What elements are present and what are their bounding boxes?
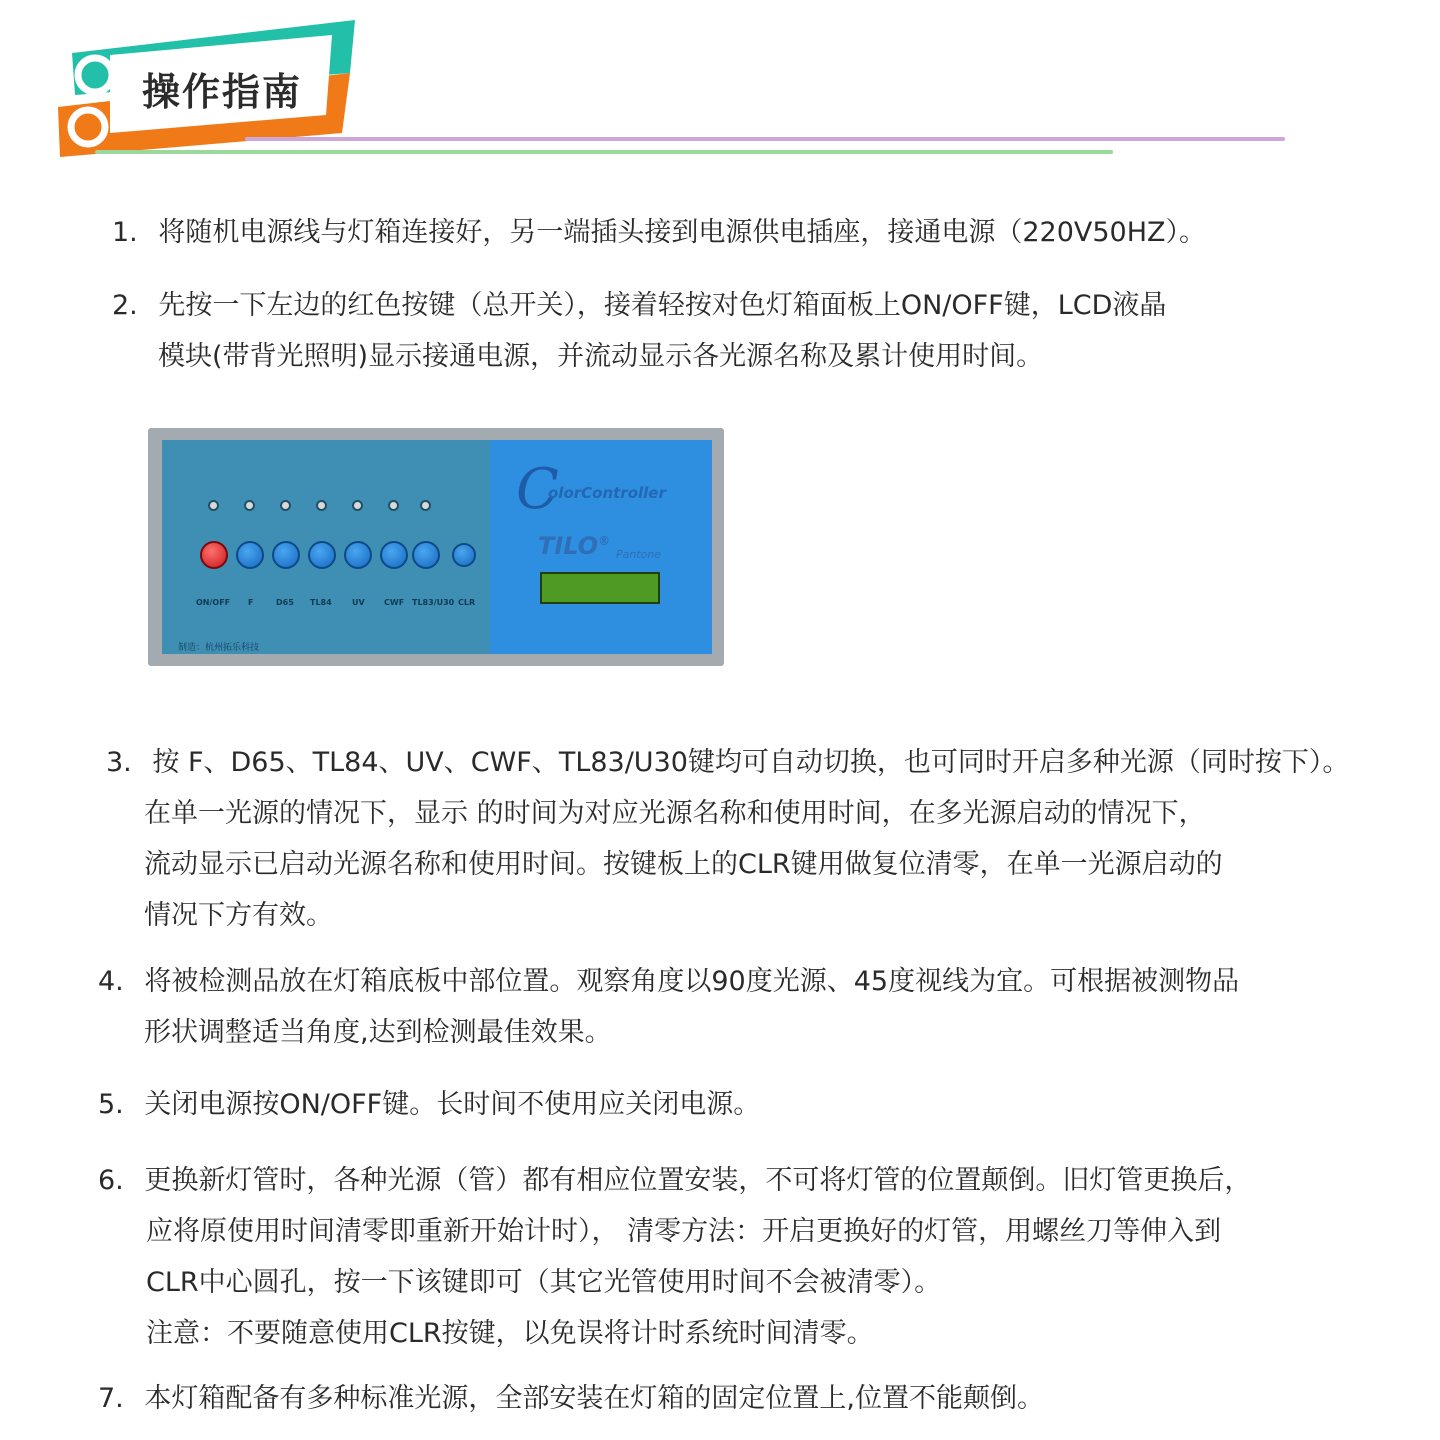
indicator-led bbox=[352, 500, 363, 511]
model-mark: ® bbox=[598, 534, 611, 548]
step-number: 5. bbox=[98, 1089, 124, 1120]
header-rule-green bbox=[95, 150, 1113, 154]
step-number: 1. bbox=[112, 217, 138, 248]
lcd-display bbox=[540, 572, 660, 604]
step-text: 更换新灯管时，各种光源（管）都有相应位置安装，不可将灯管的位置颠倒。旧灯管更换后， bbox=[144, 1165, 1252, 1196]
step-3-line-1 bbox=[106, 746, 1349, 780]
step-3-line-3: 流动显示已启动光源名称和使用时间。按键板上的CLR键用做复位清零，在单一光源启动的 bbox=[144, 849, 1223, 880]
step-6-line-1 bbox=[98, 1164, 1251, 1198]
step-2-line-1 bbox=[112, 289, 1166, 323]
button-label: D65 bbox=[276, 598, 294, 607]
light-button-f bbox=[236, 541, 264, 569]
button-label: ON/OFF bbox=[196, 598, 231, 607]
indicator-led bbox=[420, 500, 431, 511]
step-text: 本灯箱配备有多种标准光源，全部安装在灯箱的固定位置上,位置不能颠倒。 bbox=[144, 1383, 1044, 1414]
indicator-led bbox=[316, 500, 327, 511]
step-text: 按 F、D65、TL84、UV、CWF、TL83/U30键均可自动切换，也可同时开启多种光源（同时按下）。 bbox=[152, 747, 1350, 778]
header-rule-purple bbox=[245, 137, 1285, 141]
step-7-line-1 bbox=[98, 1382, 1044, 1416]
brand-logo-initial: C bbox=[516, 457, 559, 522]
button-label: UV bbox=[352, 598, 365, 607]
section-header-badge bbox=[50, 15, 370, 165]
model-name bbox=[538, 532, 610, 560]
light-button-cwf bbox=[380, 541, 408, 569]
step-text: 关闭电源按ON/OFF键。长时间不使用应关闭电源。 bbox=[144, 1089, 761, 1120]
step-1-line-1 bbox=[112, 216, 1206, 250]
step-3-line-2: 在单一光源的情况下，显示 的时间为对应光源名称和使用时间，在多光源启动的情况下， bbox=[144, 798, 1206, 829]
button-label: TL84 bbox=[310, 598, 332, 607]
maker-label: 制造：杭州拓乐科技 bbox=[178, 643, 260, 653]
step-4-line-2: 形状调整适当角度,达到检测最佳效果。 bbox=[144, 1017, 612, 1048]
button-label: CWF bbox=[384, 598, 405, 607]
step-text: 先按一下左边的红色按键（总开关），接着轻按对色灯箱面板上ON/OFF键，LCD液晶 bbox=[158, 290, 1167, 321]
panel-display-area bbox=[490, 440, 712, 654]
indicator-led bbox=[280, 500, 291, 511]
power-button bbox=[200, 541, 228, 569]
step-text: 将随机电源线与灯箱连接好，另一端插头接到电源供电插座，接通电源（220V50HZ）。 bbox=[158, 217, 1207, 248]
step-3-line-4: 情况下方有效。 bbox=[144, 900, 333, 931]
button-label: TL83/U30 bbox=[412, 598, 455, 607]
indicator-led bbox=[244, 500, 255, 511]
control-panel-image bbox=[148, 428, 724, 666]
model-subtitle: Pantone bbox=[616, 548, 662, 561]
light-button-tl84 bbox=[308, 541, 336, 569]
clr-button bbox=[452, 543, 476, 567]
step-number: 3. bbox=[106, 747, 132, 778]
step-5-line-1 bbox=[98, 1088, 760, 1122]
step-text: 将被检测品放在灯箱底板中部位置。观察角度以90度光源、45度视线为宜。可根据被测物品 bbox=[144, 966, 1240, 997]
light-button-uv bbox=[344, 541, 372, 569]
step-4-line-1 bbox=[98, 965, 1239, 999]
step-number: 2. bbox=[112, 290, 138, 321]
panel-button-area bbox=[162, 440, 490, 654]
indicator-led bbox=[208, 500, 219, 511]
model-text: TILO bbox=[538, 532, 599, 560]
step-6-line-3: CLR中心圆孔，按一下该键即可（其它光管使用时间不会被清零）。 bbox=[146, 1267, 942, 1298]
step-6-note: 注意：不要随意使用CLR按键，以免误将计时系统时间清零。 bbox=[146, 1318, 874, 1349]
step-6-line-2: 应将原使用时间清零即重新开始计时）， 清零方法：开启更换好的灯管，用螺丝刀等伸入到 bbox=[146, 1216, 1222, 1247]
light-button-d65 bbox=[272, 541, 300, 569]
brand-logo-text: olorController bbox=[548, 484, 666, 502]
step-number: 7. bbox=[98, 1383, 124, 1414]
page-title: 操作指南 bbox=[142, 70, 303, 114]
step-2-line-2: 模块(带背光照明)显示接通电源，并流动显示各光源名称及累计使用时间。 bbox=[158, 341, 1044, 372]
button-label: F bbox=[248, 598, 254, 607]
button-label: CLR bbox=[458, 598, 476, 607]
step-number: 4. bbox=[98, 966, 124, 997]
indicator-led bbox=[388, 500, 399, 511]
light-button-tl83 bbox=[412, 541, 440, 569]
step-number: 6. bbox=[98, 1165, 124, 1196]
